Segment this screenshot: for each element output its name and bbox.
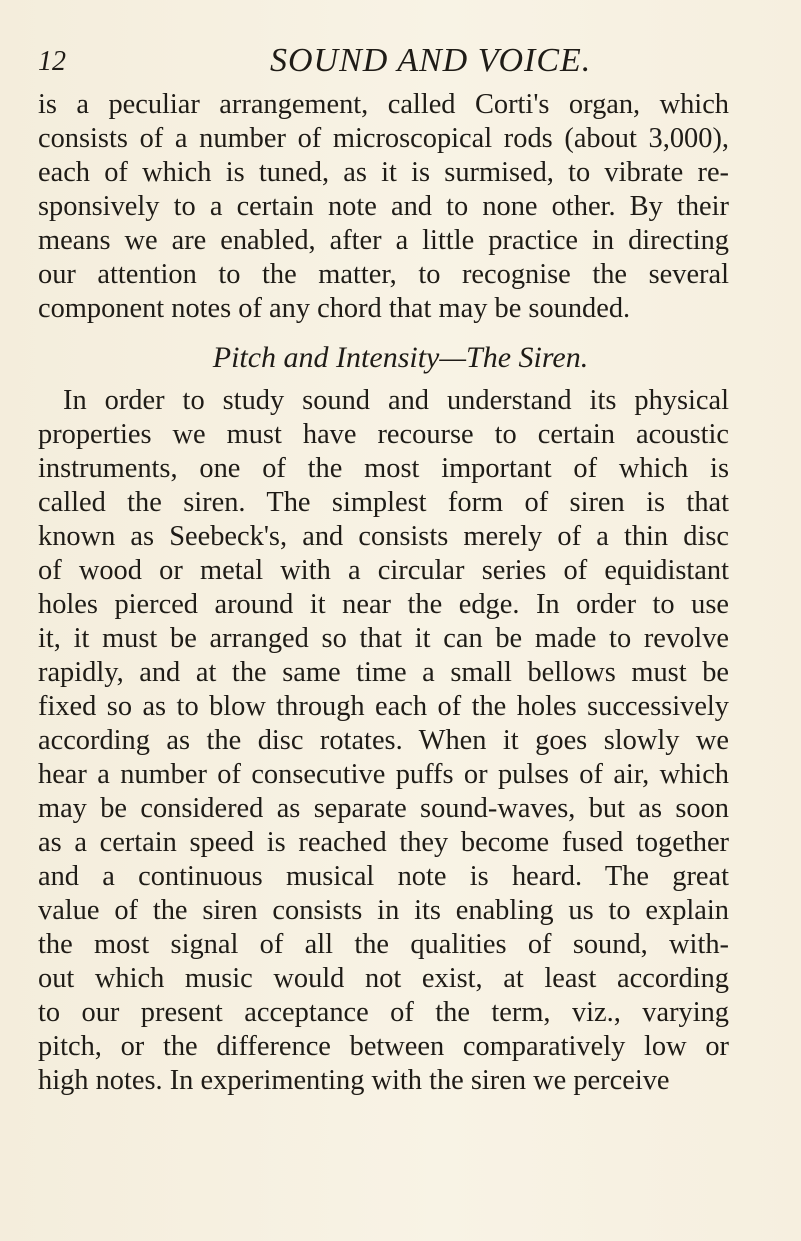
- paragraph-2-line: In order to study sound and understand its physical: [63, 385, 729, 416]
- paragraph-2-line: pitch, or the difference between comparatively low or: [38, 1031, 729, 1062]
- paragraph-1-line: component notes of any chord that may be sounded.: [38, 293, 631, 324]
- paragraph-1-line: our attention to the matter, to recognise the several: [38, 259, 729, 290]
- paragraph-2-line: of wood or metal with a circular series of equidistant: [38, 555, 729, 586]
- paragraph-2-line: to our present acceptance of the term, viz., varying: [38, 997, 729, 1028]
- paragraph-2-line: value of the siren consists in its enabling us to explain: [38, 895, 729, 926]
- paragraph-1-line: means we are enabled, after a little practice in directing: [38, 225, 729, 256]
- paragraph-2-line: as a certain speed is reached they become fused together: [38, 827, 729, 858]
- page-number: 12: [38, 46, 66, 77]
- paragraph-2-line: it, it must be arranged so that it can be made to revolve: [38, 623, 729, 654]
- paragraph-2: [38, 384, 729, 1098]
- paragraph-2-line: the most signal of all the qualities of sound, with-: [38, 929, 729, 960]
- paragraph-1-line: consists of a number of microscopical rods (about 3,000),: [38, 123, 729, 154]
- paragraph-2-line: properties we must have recourse to certain acoustic: [38, 419, 729, 450]
- paragraph-2-line: hear a number of consecutive puffs or pulses of air, which: [38, 759, 729, 790]
- paragraph-1-line: is a peculiar arrangement, called Corti's organ, which: [38, 89, 729, 120]
- running-title: SOUND AND VOICE.: [270, 42, 592, 79]
- paragraph-2-line: called the siren. The simplest form of siren is that: [38, 487, 729, 518]
- paragraph-2-line: known as Seebeck's, and consists merely of a thin disc: [38, 521, 729, 552]
- paragraph-2-line: according as the disc rotates. When it goes slowly we: [38, 725, 729, 756]
- paragraph-1-line: each of which is tuned, as it is surmised, to vibrate re-: [38, 157, 729, 188]
- paragraph-1-line: sponsively to a certain note and to none other. By their: [38, 191, 729, 222]
- section-title: Pitch and Intensity—The Siren.: [212, 341, 589, 374]
- paragraph-2-line: high notes. In experimenting with the siren we perceive: [38, 1065, 670, 1096]
- paragraph-1: [38, 88, 729, 326]
- paragraph-2-line: holes pierced around it near the edge. In order to use: [38, 589, 729, 620]
- page-header: [38, 42, 727, 82]
- paragraph-2-line: and a continuous musical note is heard. The great: [38, 861, 729, 892]
- paragraph-2-line: instruments, one of the most important of which is: [38, 453, 729, 484]
- paragraph-2-line: may be considered as separate sound-waves, but as soon: [38, 793, 729, 824]
- paragraph-2-line: rapidly, and at the same time a small bellows must be: [38, 657, 729, 688]
- paragraph-2-line: fixed so as to blow through each of the holes successively: [38, 691, 729, 722]
- paragraph-2-line: out which music would not exist, at least according: [38, 963, 729, 994]
